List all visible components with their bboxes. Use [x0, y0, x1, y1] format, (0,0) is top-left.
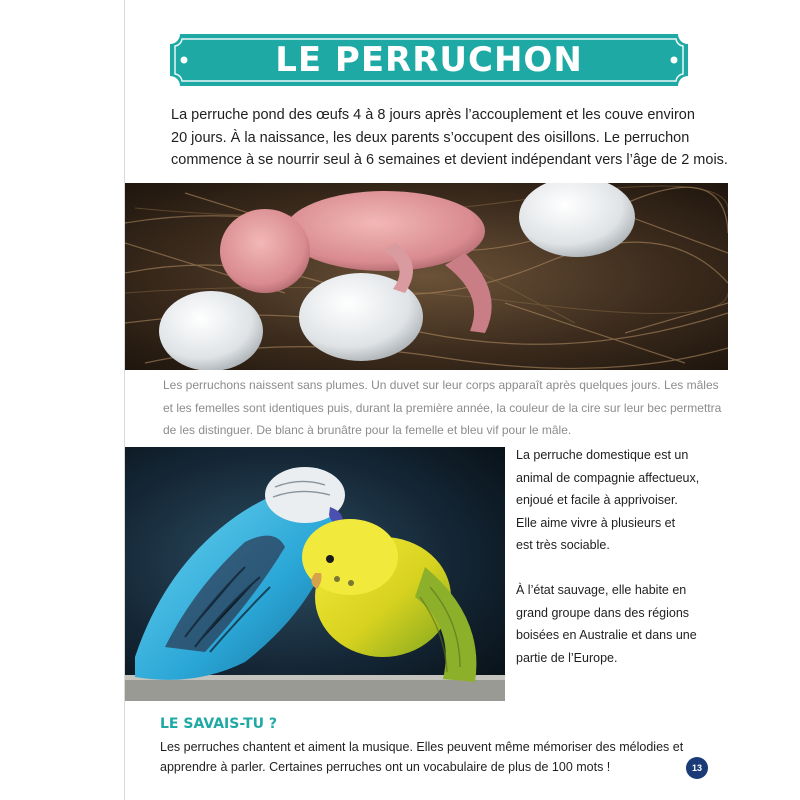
paragraph-gap — [516, 557, 716, 579]
caption-line: Les perruchons naissent sans plumes. Un duvet sur leur corps apparaît après quelques jours. Les mâles — [163, 378, 719, 392]
side-line: Elle aime vivre à plusieurs et — [516, 515, 676, 530]
budgies-photo-drawing — [125, 447, 505, 701]
title-banner — [170, 34, 688, 86]
blue-yellow-budgies-photo — [125, 447, 505, 701]
nest-photo-drawing — [125, 183, 728, 370]
side-line: partie de l’Europe. — [516, 650, 618, 665]
hatchling-nest-photo — [125, 183, 728, 370]
side-line: enjoué et facile à apprivoiser. — [516, 493, 678, 508]
did-you-know-text — [160, 737, 684, 777]
did-you-know-line: Les perruches chantent et aiment la musique. Elles peuvent même mémoriser des mélodies et — [160, 740, 684, 754]
intro-line: commence à se nourrir seul à 6 semaines et devient indépendant vers l’âge de 2 mois. — [171, 152, 728, 168]
intro-line: 20 jours. À la naissance, les deux parents s’occupent des oisillons. Le perruchon — [171, 129, 690, 146]
page-number-badge: 13 — [686, 757, 708, 779]
side-line: animal de compagnie affectueux, — [516, 470, 700, 485]
photo-caption — [163, 374, 733, 442]
side-text — [516, 444, 716, 669]
side-line: grand groupe dans des régions — [516, 605, 690, 620]
page-title: LE PERRUCHON — [275, 40, 583, 80]
side-line: À l’état sauvage, elle habite en — [516, 582, 687, 597]
intro-paragraph — [171, 104, 731, 172]
caption-line: et les femelles sont identiques puis, durant la première année, la couleur de la cire sur leur bec permettra — [163, 400, 722, 415]
did-you-know-heading: LE SAVAIS-TU ? — [160, 716, 278, 732]
did-you-know-line: apprendre à parler. Certaines perruches ont un vocabulaire de plus de 100 mots ! — [160, 760, 611, 774]
side-line: est très sociable. — [516, 538, 610, 553]
side-line: boisées en Australie et dans une — [516, 628, 697, 643]
caption-line: de les distinguer. De blanc à brunâtre pour la femelle et bleu vif pour le mâle. — [163, 423, 572, 437]
side-line: La perruche domestique est un — [516, 448, 689, 462]
intro-line: La perruche pond des œufs 4 à 8 jours après l’accouplement et les couve environ — [171, 107, 695, 123]
